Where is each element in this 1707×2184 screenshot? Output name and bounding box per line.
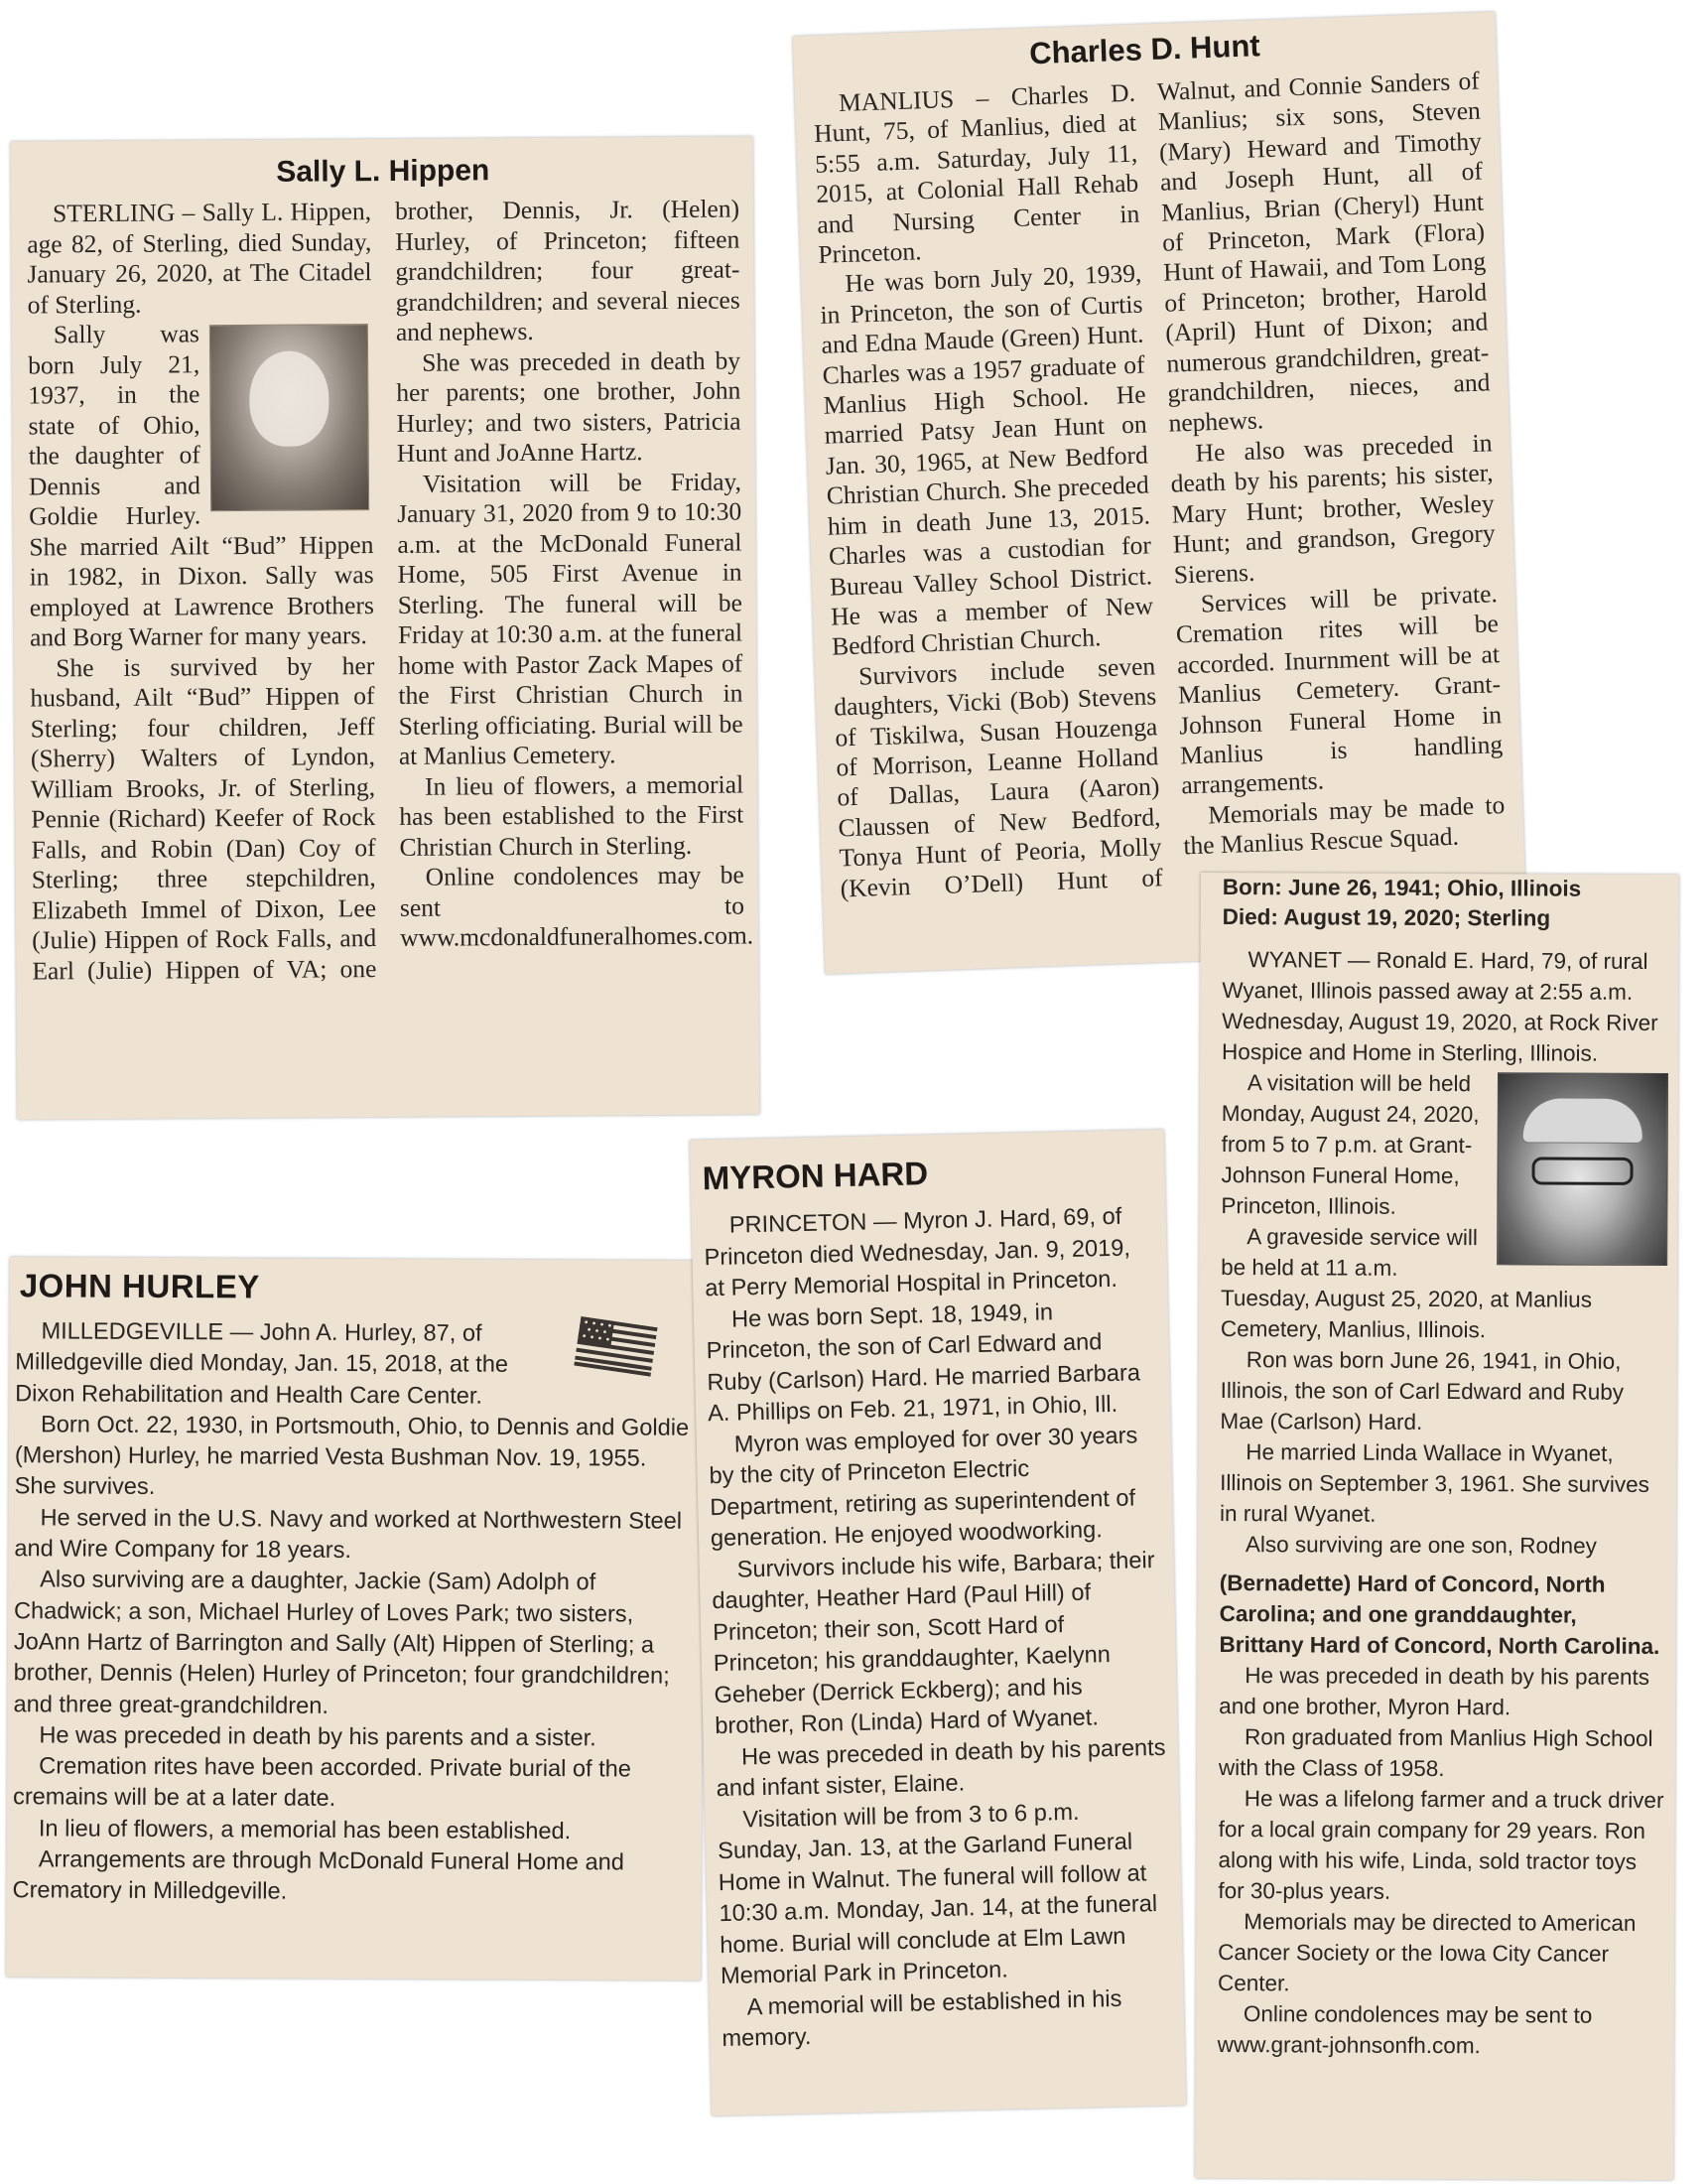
paragraph: Visitation will be from 3 to 6 p.m. Sunday, Jan. 13, at the Garland Funeral Home in Walnut. The funeral will follow at 10:30 a.m. Monday, Jan. 14, at the funeral home. Burial will conclude at Elm Lawn Memorial Park in Princeton.	[717, 1799, 1158, 1990]
obituary-body	[813, 67, 1508, 904]
paragraph: In lieu of flowers, a memorial has been established to the First Christian Church in Sterling.	[399, 768, 744, 862]
died-line: Died: August 19, 2020; Sterling	[1222, 904, 1551, 931]
paragraph: WYANET — Ronald E. Hard, 79, of rural Wyanet, Illinois passed away at 2:55 a.m. Wednesday, August 19, 2020, at Rock River Hospice and Home in Sterling, Illinois.	[1222, 947, 1658, 1066]
obituary-title: MYRON HARD	[702, 1155, 929, 1197]
paragraph: A graveside service will be held at 11 a.m. Tuesday, August 25, 2020, at Manlius Cemetery, Manlius, Illinois.	[1220, 1224, 1593, 1343]
obituary-sally-hippen	[11, 136, 760, 1119]
paragraph: She is survived by her husband, Ailt “Bud” Hippen of Sterling; four children, Jeff (Sherry) Walters of Lyndon, William Brooks, Jr. of Sterling, Pennie (Richard) Keefer of Rock Falls, and Robin (Dan) Coy of Sterling; three stepchildren, Elizabeth Immel of Dixon, Lee (Julie) Hippen of Rock Falls, and Earl (Julie) Hippen of VA; one brother, Dennis, Jr. (Helen) Hurley, of Princeton; fifteen grandchildren; four great-grandchildren; and several nieces and nephews.	[30, 194, 740, 985]
paragraph: A memorial will be established in his memory.	[722, 1985, 1122, 2053]
paragraph: He served in the U.S. Navy and worked at Northwestern Steel and Wire Company for 18 years.	[14, 1505, 683, 1565]
paragraph: He married Linda Wallace in Wyanet, Illinois on September 3, 1961. She survives in rural Wyanet.	[1219, 1439, 1649, 1527]
paragraph: Survivors include his wife, Barbara; their daughter, Heather Hard (Paul Hill) of Princeton; their son, Scott Hard of Princeton; his granddaughter, Kaelynn Geheber (Derrick Eckberg); and his brother, Ron (Linda) Hard of Wyanet.	[712, 1547, 1155, 1740]
paragraph: Memorials may be directed to American Cancer Society or the Iowa City Cancer Center.	[1217, 1909, 1637, 1996]
paragraph: Cremation rites have been accorded. Private burial of the cremains will be at a later date.	[12, 1753, 632, 1813]
paragraph: Sally was born July 21, 1937, in the state of Ohio, the daughter of Dennis and Goldie Hurley. She married Ailt “Bud” Hippen in 1982, in Dixon. Sally was employed at Lawrence Brothers and Borg Warner for many years.	[28, 319, 374, 652]
paragraph: (Bernadette) Hard of Concord, North Carolina; and one granddaughter, Brittany Hard of Concord, North Carolina.	[1219, 1570, 1660, 1659]
obituary-body	[1218, 944, 1669, 2062]
obituary-title: JOHN HURLEY	[19, 1267, 260, 1305]
paragraph: Also surviving are a daughter, Jackie (Sam) Adolph of Chadwick; a son, Michael Hurley of Loves Park; two sisters, JoAnn Hartz of Barrington and Sally (Alt) Hippen of Sterling; a brother, Dennis (Helen) Hurley of Princeton; four grandchildren; and three great-grandchildren.	[13, 1567, 670, 1719]
paragraph: Survivors include seven daughters, Vicki (Bob) Stevens of Tiskilwa, Susan Houzenga of Morrison, Leanne Holland of Dallas, Laura (Aaron) Claussen of New Bedford, Tonya Hunt of Peoria, Molly (Kevin O’Dell) Hunt of Walnut, and Connie Sanders of Manlius; six sons, Steven (Mary) Heward and Timothy and Joseph Hunt, all of Manlius, Brian (Cheryl) Hunt of Princeton, Mark (Flora) Hunt of Hawaii, and Tom Long of Princeton; brother, Harold (April) Hunt of Dixon; and numerous grandchildren, great-grandchildren, nieces, and nephews.	[833, 66, 1491, 903]
obituary-body	[27, 194, 754, 986]
paragraph: She was preceded in death by her parents; one brother, John Hurley; and two sisters, Patricia Hunt and JoAnne Hartz.	[396, 344, 741, 468]
paragraph: Online condolences may be sent to www.grant-johnsonfh.com.	[1217, 2001, 1593, 2059]
paragraph: Memorials may be made to the Manlius Rescue Squad.	[1182, 789, 1506, 861]
paragraph: He was born July 20, 1939, in Princeton, the son of Curtis and Edna Maude (Green) Hunt. Charles was a 1957 graduate of Manlius High School. He married Patsy Jean Hunt on Jan. 30, 1965, at New Bedford Christian Church. She preceded him in death June 13, 2015. Charles was a custodian for Bureau Valley School District. He was a member of New Bedford Christian Church.	[820, 258, 1154, 661]
paragraph: Also surviving are one son, Rodney	[1245, 1532, 1597, 1559]
obituary-body	[12, 1316, 694, 1910]
obituary-john-hurley	[6, 1257, 705, 1980]
paragraph: Myron was employed for over 30 years by the city of Princeton Electric Department, retiring as superintendent of generation. He enjoyed woodworking.	[709, 1422, 1138, 1553]
obituary-title: Sally L. Hippen	[276, 154, 490, 189]
obituary-charles-hunt	[793, 12, 1528, 974]
paragraph: He was preceded in death by his parents and one brother, Myron Hard.	[1219, 1663, 1650, 1720]
paragraph: MILLEDGEVILLE — John A. Hurley, 87, of Milledgeville died Monday, Jan. 15, 2018, at the Dixon Rehabilitation and Health Care Center.	[15, 1318, 509, 1410]
paragraph: He was a lifelong farmer and a truck driver for a local grain company for 29 years. Ron along with his wife, Linda, sold tractor toys for 30-plus years.	[1218, 1786, 1664, 1904]
paragraph: He was preceded in death by his parents and infant sister, Elaine.	[716, 1734, 1166, 1803]
obituary-body	[704, 1201, 1173, 2056]
portrait-photo	[209, 324, 369, 511]
paragraph: Ron graduated from Manlius High School with the Class of 1958.	[1218, 1724, 1653, 1782]
portrait-photo	[1497, 1072, 1668, 1266]
paragraph: MANLIUS – Charles D. Hunt, 75, of Manlius, died at 5:55 a.m. Saturday, July 11, 2015, at Colonial Hall Rehab and Nursing Center in Princeton.	[813, 77, 1140, 269]
obituary-ronald-hard	[1195, 873, 1679, 2180]
born-line: Born: June 26, 1941; Ohio, Illinois	[1222, 875, 1582, 901]
paragraph: STERLING – Sally L. Hippen, age 82, of Sterling, died Sunday, January 26, 2020, at The Citadel of Sterling.	[27, 197, 372, 320]
paragraph: He was preceded in death by his parents and a sister.	[39, 1722, 596, 1752]
paragraph: Online condolences may be sent to www.mcdonaldfuneralhomes.com.	[399, 860, 754, 952]
paragraph: Visitation will be Friday, January 31, 2020 from 9 to 10:30 a.m. at the McDonald Funeral Home, 505 First Avenue in Sterling. The funeral will be Friday at 10:30 a.m. at the funeral home with Pastor Zack Mapes of the First Christian Church in Sterling officiating. Burial will be at Manlius Cemetery.	[397, 466, 743, 770]
paragraph: Born Oct. 22, 1930, in Portsmouth, Ohio, to Dennis and Goldie (Mershon) Hurley, he married Vesta Bushman Nov. 19, 1955. She survives.	[14, 1412, 690, 1501]
paragraph: Ron was born June 26, 1941, in Ohio, Illinois, the son of Carl Edward and Ruby Mae (Carlson) Hard.	[1220, 1347, 1625, 1434]
paragraph: Services will be private. Cremation rites will be accorded. Inurnment will be at Manlius Cemetery. Grant-Johnson Funeral Home in Manlius is handling arrangements.	[1175, 579, 1504, 800]
paragraph: PRINCETON — Myron J. Hard, 69, of Princeton died Wednesday, Jan. 9, 2019, at Perry Memorial Hospital in Princeton.	[704, 1203, 1131, 1302]
paragraph: He was born Sept. 18, 1949, in Princeton, the son of Carl Edward and Ruby (Carlson) Hard. He married Barbara A. Phillips on Feb. 21, 1971, in Ohio, Ill.	[706, 1298, 1141, 1428]
obituary-title: Charles D. Hunt	[1028, 28, 1261, 71]
paragraph: He also was preceded in death by his parents; his sister, Mary Hunt; brother, Wesley Hunt; and grandson, Gregory Sierens.	[1170, 428, 1497, 590]
obituary-myron-hard	[690, 1130, 1186, 2116]
paragraph: Arrangements are through McDonald Funeral Home and Crematory in Milledgeville.	[12, 1846, 624, 1905]
paragraph: A visitation will be held Monday, August 24, 2020, from 5 to 7 p.m. at Grant-Johnson Funeral Home, Princeton, Illinois.	[1221, 1070, 1480, 1219]
paragraph: In lieu of flowers, a memorial has been established.	[38, 1816, 572, 1844]
